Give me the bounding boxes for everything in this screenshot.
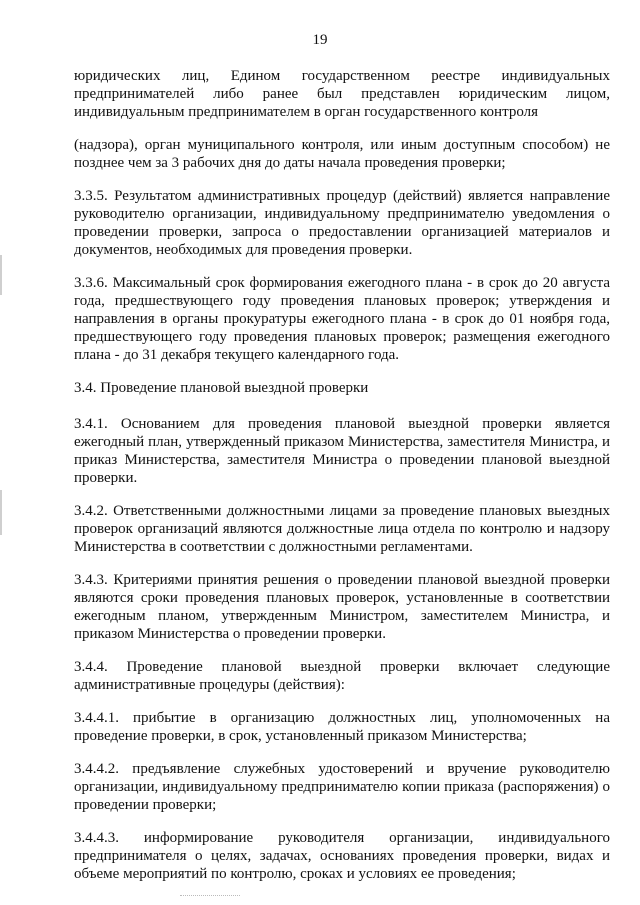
paragraph-3-4-4-1: 3.4.4.1. прибытие в организацию должностных лиц, уполномоченных на проведение проверки, в срок, установленный приказом Министерства; <box>74 710 610 744</box>
scan-edge-mark-top <box>0 255 2 295</box>
paragraph-continuation-end: (надзора), орган муниципального контроля, или иным доступным способом) не позднее чем за 3 рабочих дня до даты начала проведения проверки; <box>74 137 610 171</box>
scan-edge-mark-bottom <box>0 490 2 535</box>
paragraph-3-4-2: 3.4.2. Ответственными должностными лицами за проведение плановых выездных проверок организаций являются должностные лица отдела по контролю и надзору Министерства в соответствии с должностными регламентами. <box>74 503 610 555</box>
paragraph-3-3-5: 3.3.5. Результатом административных процедур (действий) является направление руководителю организации, индивидуальному предпринимателю уведомления о проведении проверки, запроса о предоставлении организацией материалов и документов, необходимых для проведения проверки. <box>74 188 610 258</box>
paragraph-3-4-1: 3.4.1. Основанием для проведения плановой выездной проверки является ежегодный план, утвержденный приказом Министерства, заместителя Министра, и приказ Министерства, заместителя Министра о проведении плановой выездной проверки. <box>74 416 610 486</box>
paragraph-3-4-4-3: 3.4.4.3. информирование руководителя организации, индивидуального предпринимателя о целях, задачах, основаниях проведения проверки, видах и объеме мероприятий по контролю, сроках и условиях ее проведения; <box>74 830 610 882</box>
paragraph-3-4-4: 3.4.4. Проведение плановой выездной проверки включает следующие административные процедуры (действия): <box>74 659 610 693</box>
paragraph-3-3-6: 3.3.6. Максимальный срок формирования ежегодного плана - в срок до 20 августа года, предшествующего году проведения плановых проверок; утверждения и направления в органы прокуратуры ежегодного плана - в срок до 01 ноября года, предшествующего году проведения плановых проверок; размещения ежегодного плана - до 31 декабря текущего календарного года. <box>74 275 610 363</box>
section-heading-3-4: 3.4. Проведение плановой выездной проверки <box>74 380 369 396</box>
scan-artifact-dots <box>180 895 240 897</box>
paragraph-continuation: юридических лиц, Едином государственном реестре индивидуальных предпринимателей либо ранее был представлен юридическим лицом, индивидуальным предпринимателем в орган государственного контроля <box>74 68 610 120</box>
paragraph-3-4-3: 3.4.3. Критериями принятия решения о проведении плановой выездной проверки являются сроки проведения плановых проверок, установленные в соответствии ежегодным планом, утвержденным Министром, заместителем Министра, и приказом Министерства о проведении проверки. <box>74 572 610 642</box>
paragraph-3-4-4-2: 3.4.4.2. предъявление служебных удостоверений и вручение руководителю организации, индивидуальному предпринимателю копии приказа (распоряжения) о проведении проверки; <box>74 761 610 813</box>
document-body <box>74 67 610 883</box>
page-number: 19 <box>312 32 328 48</box>
